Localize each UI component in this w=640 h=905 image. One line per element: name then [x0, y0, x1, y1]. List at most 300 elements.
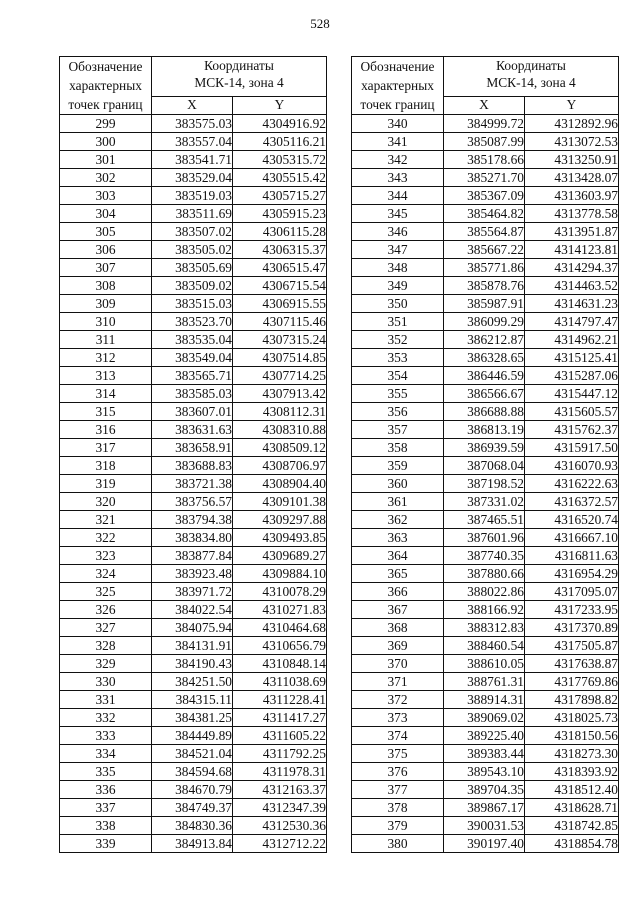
y-coordinate-cell: 4313250.91 — [525, 151, 619, 169]
x-coordinate-cell: 383658.91 — [152, 439, 233, 457]
x-coordinate-cell: 389704.35 — [444, 781, 525, 799]
x-coordinate-cell: 384521.04 — [152, 745, 233, 763]
x-coordinate-cell: 386939.59 — [444, 439, 525, 457]
y-coordinate-cell: 4314962.21 — [525, 331, 619, 349]
table-row — [60, 403, 327, 421]
x-coordinate-cell: 385367.09 — [444, 187, 525, 205]
x-coordinate-cell: 390031.53 — [444, 817, 525, 835]
table-row — [352, 601, 619, 619]
point-number-cell: 351 — [352, 313, 444, 331]
table-row — [352, 799, 619, 817]
y-header: Y — [525, 96, 619, 114]
x-coordinate-cell: 385878.76 — [444, 277, 525, 295]
y-coordinate-cell: 4314123.81 — [525, 241, 619, 259]
point-number-cell: 300 — [60, 133, 152, 151]
table-row — [352, 529, 619, 547]
x-coordinate-cell: 388022.86 — [444, 583, 525, 601]
point-number-cell: 309 — [60, 295, 152, 313]
point-number-cell: 307 — [60, 259, 152, 277]
page-number: 528 — [310, 16, 330, 31]
point-number-cell: 345 — [352, 205, 444, 223]
coordinates-table-right — [351, 56, 619, 853]
table-row — [60, 637, 327, 655]
table-row — [60, 763, 327, 781]
y-coordinate-cell: 4308904.40 — [233, 475, 327, 493]
x-coordinate-cell: 384131.91 — [152, 637, 233, 655]
y-coordinate-cell: 4318150.56 — [525, 727, 619, 745]
x-coordinate-cell: 384315.11 — [152, 691, 233, 709]
table-row — [352, 457, 619, 475]
y-coordinate-cell: 4311038.69 — [233, 673, 327, 691]
table-row — [352, 763, 619, 781]
y-coordinate-cell: 4308112.31 — [233, 403, 327, 421]
point-number-cell: 313 — [60, 367, 152, 385]
table-row — [352, 493, 619, 511]
y-coordinate-cell: 4313428.07 — [525, 169, 619, 187]
x-coordinate-cell: 384594.68 — [152, 763, 233, 781]
table-row — [352, 241, 619, 259]
point-number-cell: 316 — [60, 421, 152, 439]
table-row — [60, 385, 327, 403]
point-number-cell: 352 — [352, 331, 444, 349]
point-number-cell: 348 — [352, 259, 444, 277]
table-row — [352, 583, 619, 601]
table-row — [352, 511, 619, 529]
x-coordinate-cell: 383756.57 — [152, 493, 233, 511]
point-number-cell: 299 — [60, 115, 152, 133]
y-coordinate-cell: 4312712.22 — [233, 835, 327, 853]
table-row — [60, 835, 327, 853]
point-number-cell: 335 — [60, 763, 152, 781]
x-coordinate-cell: 383923.48 — [152, 565, 233, 583]
coordinates-header-line-1: Координаты — [204, 58, 274, 73]
coordinates-header-line-1: Координаты — [496, 58, 566, 73]
point-number-cell: 367 — [352, 601, 444, 619]
y-coordinate-cell: 4312892.96 — [525, 115, 619, 133]
table-row — [352, 439, 619, 457]
table-row — [352, 727, 619, 745]
y-coordinate-cell: 4317769.86 — [525, 673, 619, 691]
point-number-cell: 315 — [60, 403, 152, 421]
x-coordinate-cell: 385667.22 — [444, 241, 525, 259]
table-row — [60, 187, 327, 205]
table-row — [352, 331, 619, 349]
y-coordinate-cell: 4318854.78 — [525, 835, 619, 853]
y-coordinate-cell: 4313072.53 — [525, 133, 619, 151]
point-number-cell: 322 — [60, 529, 152, 547]
x-coordinate-cell: 386813.19 — [444, 421, 525, 439]
y-coordinate-cell: 4317233.95 — [525, 601, 619, 619]
table-row — [352, 367, 619, 385]
x-coordinate-cell: 387068.04 — [444, 457, 525, 475]
point-number-cell: 375 — [352, 745, 444, 763]
x-coordinate-cell: 386688.88 — [444, 403, 525, 421]
y-coordinate-cell: 4318025.73 — [525, 709, 619, 727]
point-number-cell: 311 — [60, 331, 152, 349]
x-coordinate-cell: 383541.71 — [152, 151, 233, 169]
point-number-cell: 365 — [352, 565, 444, 583]
table-row — [60, 493, 327, 511]
point-number-cell: 377 — [352, 781, 444, 799]
point-number-cell: 325 — [60, 583, 152, 601]
table-row — [60, 151, 327, 169]
point-number-cell: 301 — [60, 151, 152, 169]
x-coordinate-cell: 383549.04 — [152, 349, 233, 367]
coordinates-header-line-2: МСК-14, зона 4 — [194, 75, 284, 90]
x-coordinate-cell: 383505.69 — [152, 259, 233, 277]
point-number-cell: 328 — [60, 637, 152, 655]
y-coordinate-cell: 4318512.40 — [525, 781, 619, 799]
y-coordinate-cell: 4316520.74 — [525, 511, 619, 529]
y-coordinate-cell: 4312347.39 — [233, 799, 327, 817]
x-coordinate-cell: 390197.40 — [444, 835, 525, 853]
designation-header-line-2: характерных — [361, 78, 434, 93]
x-coordinate-cell: 383509.02 — [152, 277, 233, 295]
y-coordinate-cell: 4315917.50 — [525, 439, 619, 457]
table-row — [352, 295, 619, 313]
y-coordinate-cell: 4315605.57 — [525, 403, 619, 421]
y-coordinate-cell: 4309297.88 — [233, 511, 327, 529]
y-coordinate-cell: 4314797.47 — [525, 313, 619, 331]
y-coordinate-cell: 4305915.23 — [233, 205, 327, 223]
point-number-cell: 323 — [60, 547, 152, 565]
x-coordinate-cell: 384381.25 — [152, 709, 233, 727]
table-row — [60, 709, 327, 727]
table-row — [352, 223, 619, 241]
x-coordinate-cell: 383557.04 — [152, 133, 233, 151]
table-row — [352, 187, 619, 205]
table-row — [60, 601, 327, 619]
x-coordinate-cell: 383575.03 — [152, 115, 233, 133]
table-row — [352, 817, 619, 835]
x-header: X — [444, 96, 525, 114]
point-number-cell: 321 — [60, 511, 152, 529]
x-coordinate-cell: 389543.10 — [444, 763, 525, 781]
y-coordinate-cell: 4308509.12 — [233, 439, 327, 457]
y-coordinate-cell: 4306515.47 — [233, 259, 327, 277]
x-coordinate-cell: 383688.83 — [152, 457, 233, 475]
designation-header-line-1: Обозначение — [68, 59, 143, 74]
table-row — [352, 565, 619, 583]
y-coordinate-cell: 4309884.10 — [233, 565, 327, 583]
x-coordinate-cell: 387880.66 — [444, 565, 525, 583]
y-coordinate-cell: 4315447.12 — [525, 385, 619, 403]
x-coordinate-cell: 383877.84 — [152, 547, 233, 565]
table-row — [352, 835, 619, 853]
point-number-cell: 337 — [60, 799, 152, 817]
y-coordinate-cell: 4306715.54 — [233, 277, 327, 295]
y-coordinate-cell: 4306115.28 — [233, 223, 327, 241]
coordinates-header — [152, 57, 327, 97]
point-number-cell: 370 — [352, 655, 444, 673]
point-number-cell: 308 — [60, 277, 152, 295]
x-coordinate-cell: 383511.69 — [152, 205, 233, 223]
y-coordinate-cell: 4317505.87 — [525, 637, 619, 655]
table-row — [60, 511, 327, 529]
y-coordinate-cell: 4315762.37 — [525, 421, 619, 439]
table-row — [352, 115, 619, 133]
point-number-cell: 329 — [60, 655, 152, 673]
table-row — [352, 349, 619, 367]
x-coordinate-cell: 384749.37 — [152, 799, 233, 817]
table-row — [60, 781, 327, 799]
table-row — [352, 637, 619, 655]
x-coordinate-cell: 384670.79 — [152, 781, 233, 799]
x-coordinate-cell: 385771.86 — [444, 259, 525, 277]
point-number-cell: 358 — [352, 439, 444, 457]
x-coordinate-cell: 383565.71 — [152, 367, 233, 385]
table-row — [60, 529, 327, 547]
table-row — [60, 565, 327, 583]
point-number-cell: 306 — [60, 241, 152, 259]
point-number-cell: 336 — [60, 781, 152, 799]
y-coordinate-cell: 4313951.87 — [525, 223, 619, 241]
y-header: Y — [233, 96, 327, 114]
y-coordinate-cell: 4318742.85 — [525, 817, 619, 835]
y-coordinate-cell: 4315287.06 — [525, 367, 619, 385]
x-coordinate-cell: 385564.87 — [444, 223, 525, 241]
point-number-cell: 349 — [352, 277, 444, 295]
table-row — [352, 421, 619, 439]
x-coordinate-cell: 383631.63 — [152, 421, 233, 439]
x-coordinate-cell: 385178.66 — [444, 151, 525, 169]
designation-header — [60, 57, 152, 115]
y-coordinate-cell: 4316954.29 — [525, 565, 619, 583]
table-row — [60, 367, 327, 385]
y-coordinate-cell: 4312163.37 — [233, 781, 327, 799]
y-coordinate-cell: 4305315.72 — [233, 151, 327, 169]
y-coordinate-cell: 4318393.92 — [525, 763, 619, 781]
x-coordinate-cell: 383535.04 — [152, 331, 233, 349]
x-coordinate-cell: 386099.29 — [444, 313, 525, 331]
point-number-cell: 327 — [60, 619, 152, 637]
x-coordinate-cell: 383607.01 — [152, 403, 233, 421]
point-number-cell: 310 — [60, 313, 152, 331]
table-row — [60, 241, 327, 259]
y-coordinate-cell: 4314463.52 — [525, 277, 619, 295]
table-row — [352, 133, 619, 151]
x-coordinate-cell: 386328.65 — [444, 349, 525, 367]
y-coordinate-cell: 4310271.83 — [233, 601, 327, 619]
x-coordinate-cell: 389383.44 — [444, 745, 525, 763]
x-coordinate-cell: 384913.84 — [152, 835, 233, 853]
designation-header-line-3: точек границ — [360, 97, 435, 112]
table-row — [60, 673, 327, 691]
table-row — [352, 745, 619, 763]
x-coordinate-cell: 383529.04 — [152, 169, 233, 187]
coordinates-header — [444, 57, 619, 97]
point-number-cell: 376 — [352, 763, 444, 781]
y-coordinate-cell: 4313778.58 — [525, 205, 619, 223]
table-row — [60, 421, 327, 439]
x-coordinate-cell: 384022.54 — [152, 601, 233, 619]
y-coordinate-cell: 4304916.92 — [233, 115, 327, 133]
x-coordinate-cell: 385087.99 — [444, 133, 525, 151]
y-coordinate-cell: 4316811.63 — [525, 547, 619, 565]
point-number-cell: 342 — [352, 151, 444, 169]
x-coordinate-cell: 383519.03 — [152, 187, 233, 205]
point-number-cell: 369 — [352, 637, 444, 655]
y-coordinate-cell: 4311605.22 — [233, 727, 327, 745]
y-coordinate-cell: 4314631.23 — [525, 295, 619, 313]
point-number-cell: 339 — [60, 835, 152, 853]
x-coordinate-cell: 383585.03 — [152, 385, 233, 403]
point-number-cell: 314 — [60, 385, 152, 403]
x-coordinate-cell: 384251.50 — [152, 673, 233, 691]
y-coordinate-cell: 4305116.21 — [233, 133, 327, 151]
point-number-cell: 338 — [60, 817, 152, 835]
point-number-cell: 362 — [352, 511, 444, 529]
y-coordinate-cell: 4311228.41 — [233, 691, 327, 709]
coordinates-table-left — [59, 56, 327, 853]
x-coordinate-cell: 385987.91 — [444, 295, 525, 313]
table-row — [60, 295, 327, 313]
point-number-cell: 360 — [352, 475, 444, 493]
point-number-cell: 319 — [60, 475, 152, 493]
point-number-cell: 332 — [60, 709, 152, 727]
y-coordinate-cell: 4312530.36 — [233, 817, 327, 835]
point-number-cell: 346 — [352, 223, 444, 241]
point-number-cell: 364 — [352, 547, 444, 565]
x-coordinate-cell: 383721.38 — [152, 475, 233, 493]
table-row — [352, 709, 619, 727]
point-number-cell: 359 — [352, 457, 444, 475]
x-coordinate-cell: 383507.02 — [152, 223, 233, 241]
point-number-cell: 341 — [352, 133, 444, 151]
table-row — [352, 151, 619, 169]
x-coordinate-cell: 384449.89 — [152, 727, 233, 745]
y-coordinate-cell: 4317898.82 — [525, 691, 619, 709]
table-row — [60, 745, 327, 763]
point-number-cell: 305 — [60, 223, 152, 241]
table-row — [352, 205, 619, 223]
table-row — [60, 277, 327, 295]
y-coordinate-cell: 4305515.42 — [233, 169, 327, 187]
y-coordinate-cell: 4310464.68 — [233, 619, 327, 637]
table-row — [352, 691, 619, 709]
table-row — [60, 583, 327, 601]
point-number-cell: 357 — [352, 421, 444, 439]
point-number-cell: 317 — [60, 439, 152, 457]
y-coordinate-cell: 4317638.87 — [525, 655, 619, 673]
table-row — [60, 655, 327, 673]
x-coordinate-cell: 383515.03 — [152, 295, 233, 313]
table-body-right — [352, 115, 619, 853]
x-coordinate-cell: 384999.72 — [444, 115, 525, 133]
table-row — [352, 619, 619, 637]
point-number-cell: 318 — [60, 457, 152, 475]
table-row — [352, 385, 619, 403]
point-number-cell: 347 — [352, 241, 444, 259]
x-header: X — [152, 96, 233, 114]
point-number-cell: 373 — [352, 709, 444, 727]
table-row — [352, 259, 619, 277]
x-coordinate-cell: 387740.35 — [444, 547, 525, 565]
x-coordinate-cell: 384190.43 — [152, 655, 233, 673]
y-coordinate-cell: 4307714.25 — [233, 367, 327, 385]
y-coordinate-cell: 4318628.71 — [525, 799, 619, 817]
y-coordinate-cell: 4311978.31 — [233, 763, 327, 781]
point-number-cell: 312 — [60, 349, 152, 367]
y-coordinate-cell: 4313603.97 — [525, 187, 619, 205]
y-coordinate-cell: 4318273.30 — [525, 745, 619, 763]
x-coordinate-cell: 383794.38 — [152, 511, 233, 529]
y-coordinate-cell: 4310078.29 — [233, 583, 327, 601]
y-coordinate-cell: 4316667.10 — [525, 529, 619, 547]
designation-header-line-2: характерных — [69, 78, 142, 93]
table-row — [352, 655, 619, 673]
y-coordinate-cell: 4317095.07 — [525, 583, 619, 601]
table-row — [352, 277, 619, 295]
y-coordinate-cell: 4316372.57 — [525, 493, 619, 511]
point-number-cell: 372 — [352, 691, 444, 709]
table-row — [60, 115, 327, 133]
point-number-cell: 361 — [352, 493, 444, 511]
point-number-cell: 340 — [352, 115, 444, 133]
y-coordinate-cell: 4314294.37 — [525, 259, 619, 277]
x-coordinate-cell: 388312.83 — [444, 619, 525, 637]
table-row — [60, 475, 327, 493]
table-row — [352, 169, 619, 187]
x-coordinate-cell: 388914.31 — [444, 691, 525, 709]
coordinates-header-line-2: МСК-14, зона 4 — [486, 75, 576, 90]
x-coordinate-cell: 384075.94 — [152, 619, 233, 637]
y-coordinate-cell: 4317370.89 — [525, 619, 619, 637]
x-coordinate-cell: 389867.17 — [444, 799, 525, 817]
point-number-cell: 334 — [60, 745, 152, 763]
table-row — [60, 457, 327, 475]
table-row — [60, 691, 327, 709]
x-coordinate-cell: 383971.72 — [152, 583, 233, 601]
y-coordinate-cell: 4309689.27 — [233, 547, 327, 565]
table-row — [352, 313, 619, 331]
x-coordinate-cell: 387331.02 — [444, 493, 525, 511]
table-row — [352, 673, 619, 691]
y-coordinate-cell: 4309493.85 — [233, 529, 327, 547]
table-body-left — [60, 115, 327, 853]
designation-header-line-3: точек границ — [68, 97, 143, 112]
point-number-cell: 344 — [352, 187, 444, 205]
point-number-cell: 350 — [352, 295, 444, 313]
point-number-cell: 374 — [352, 727, 444, 745]
point-number-cell: 355 — [352, 385, 444, 403]
x-coordinate-cell: 389069.02 — [444, 709, 525, 727]
x-coordinate-cell: 386446.59 — [444, 367, 525, 385]
y-coordinate-cell: 4316070.93 — [525, 457, 619, 475]
x-coordinate-cell: 388761.31 — [444, 673, 525, 691]
point-number-cell: 326 — [60, 601, 152, 619]
point-number-cell: 354 — [352, 367, 444, 385]
point-number-cell: 303 — [60, 187, 152, 205]
table-row — [60, 223, 327, 241]
point-number-cell: 304 — [60, 205, 152, 223]
point-number-cell: 320 — [60, 493, 152, 511]
y-coordinate-cell: 4306915.55 — [233, 295, 327, 313]
table-row — [60, 547, 327, 565]
table-row — [60, 817, 327, 835]
table-row — [60, 205, 327, 223]
table-row — [60, 439, 327, 457]
point-number-cell: 331 — [60, 691, 152, 709]
y-coordinate-cell: 4310848.14 — [233, 655, 327, 673]
table-row — [352, 547, 619, 565]
point-number-cell: 333 — [60, 727, 152, 745]
table-row — [352, 475, 619, 493]
x-coordinate-cell: 385464.82 — [444, 205, 525, 223]
point-number-cell: 356 — [352, 403, 444, 421]
x-coordinate-cell: 386566.67 — [444, 385, 525, 403]
table-row — [60, 727, 327, 745]
